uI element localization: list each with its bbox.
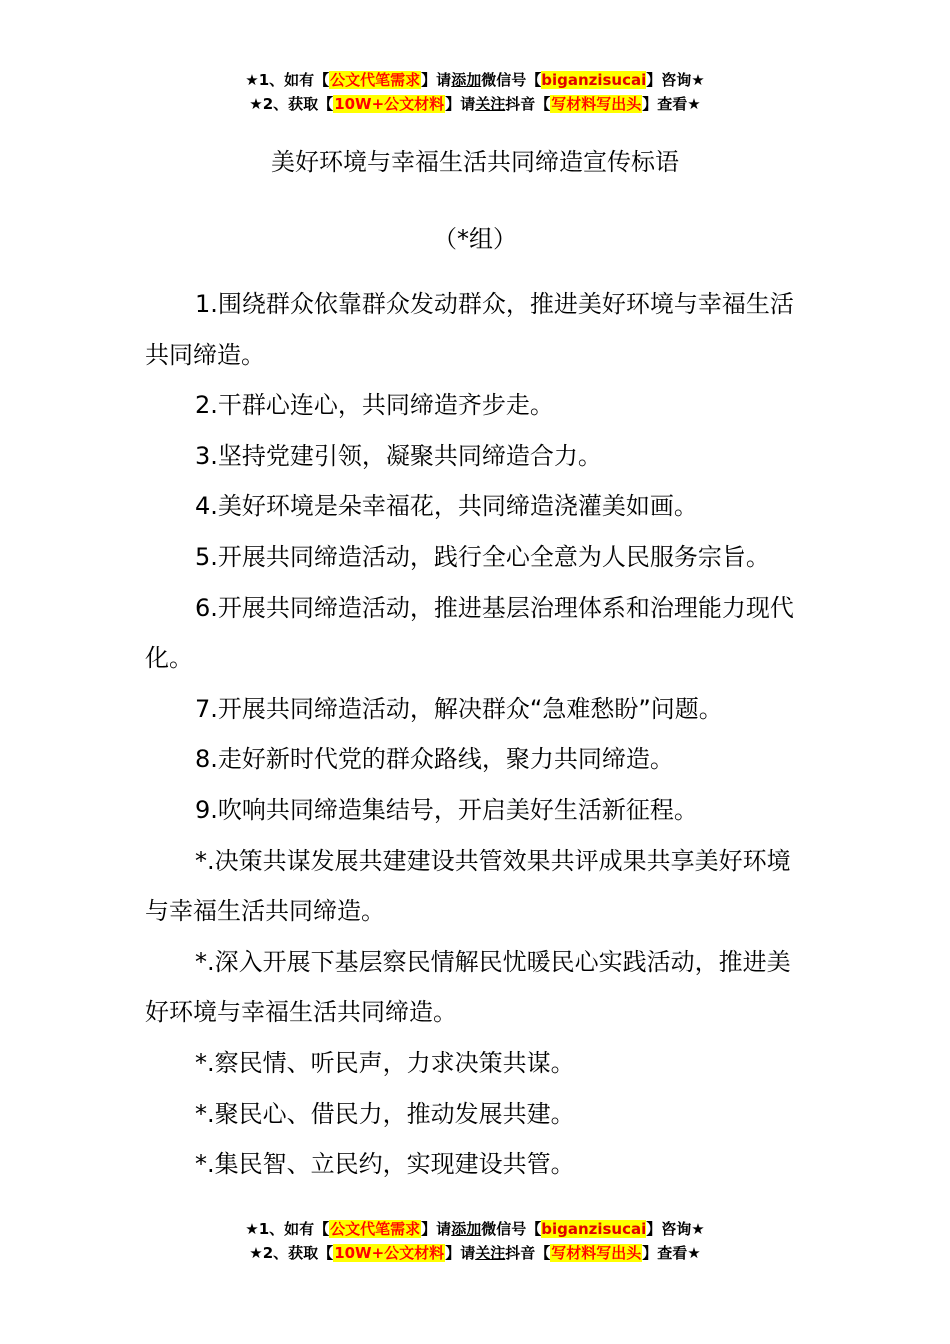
promo-text: 】查看★ [642, 95, 701, 113]
document-subtitle: （*组） [433, 225, 517, 253]
promo-highlight: 公文代笔需求 [330, 71, 421, 89]
promo-underline: 关注 [475, 1244, 506, 1262]
promo-highlight: 10W+公文材料 [334, 95, 445, 113]
slogan-item: 7.开展共同缔造活动，解决群众“急难愁盼”问题。 [195, 694, 723, 723]
promo-text: 微信号【 [481, 1220, 542, 1238]
wechat-id-highlight: biganzisucai [541, 71, 647, 89]
promo-highlight: 10W+公文材料 [334, 1244, 445, 1262]
promo-line-1 [0, 68, 950, 92]
slogan-item: 3.坚持党建引领，凝聚共同缔造合力。 [195, 441, 602, 470]
promo-highlight: 公文代笔需求 [330, 1220, 421, 1238]
promo-text: 】请 [421, 1220, 452, 1238]
promo-text: 抖音【 [505, 95, 551, 113]
promo-text: 】请 [445, 95, 476, 113]
slogan-item: *.聚民心、借民力，推动发展共建。 [195, 1099, 575, 1128]
slogan-item: *.决策共谋发展共建建设共管效果共评成果共享美好环境与幸福生活共同缔造。 [145, 846, 791, 926]
slogan-item: *.察民情、听民声，力求决策共谋。 [195, 1048, 575, 1077]
douyin-id-highlight: 写材料写出头 [551, 95, 642, 113]
slogan-item: 6.开展共同缔造活动，推进基层治理体系和治理能力现代化。 [145, 593, 794, 673]
promo-line-2 [0, 1241, 950, 1265]
promo-underline: 添加 [451, 1220, 482, 1238]
promo-line-1 [0, 1217, 950, 1241]
promo-text: 】请 [421, 71, 452, 89]
slogan-item: 2.干群心连心，共同缔造齐步走。 [195, 391, 554, 420]
promo-text: ★1、如有【 [245, 71, 330, 89]
promo-text: 抖音【 [505, 1244, 551, 1262]
promo-text: ★2、获取【 [249, 95, 334, 113]
slogan-item: 1.围绕群众依靠群众发动群众，推进美好环境与幸福生活共同缔造。 [145, 290, 794, 369]
promo-line-2 [0, 92, 950, 116]
slogan-item: *.深入开展下基层察民情解民忧暖民心实践活动，推进美好环境与幸福生活共同缔造。 [145, 947, 791, 1027]
slogan-item: 4.美好环境是朵幸福花，共同缔造浇灌美如画。 [195, 492, 698, 521]
wechat-id-highlight: biganzisucai [541, 1220, 647, 1238]
promo-text: 微信号【 [481, 71, 542, 89]
douyin-id-highlight: 写材料写出头 [551, 1244, 642, 1262]
top-promo-banner [0, 68, 950, 116]
document-title: 美好环境与幸福生活共同缔造宣传标语 [271, 148, 679, 176]
promo-text: 】咨询★ [646, 71, 705, 89]
promo-underline: 关注 [475, 95, 506, 113]
bottom-promo-banner [0, 1217, 950, 1265]
promo-text: ★1、如有【 [245, 1220, 330, 1238]
slogan-item: *.集民智、立民约，实现建设共管。 [195, 1150, 575, 1179]
slogan-item: 8.走好新时代党的群众路线，聚力共同缔造。 [195, 745, 674, 774]
promo-text: ★2、获取【 [249, 1244, 334, 1262]
promo-underline: 添加 [451, 71, 482, 89]
slogan-item: 9.吹响共同缔造集结号，开启美好生活新征程。 [195, 795, 698, 824]
slogan-list [145, 279, 810, 1190]
promo-text: 】请 [445, 1244, 476, 1262]
promo-text: 】咨询★ [646, 1220, 705, 1238]
promo-text: 】查看★ [642, 1244, 701, 1262]
slogan-item: 5.开展共同缔造活动，践行全心全意为人民服务宗旨。 [195, 542, 770, 571]
